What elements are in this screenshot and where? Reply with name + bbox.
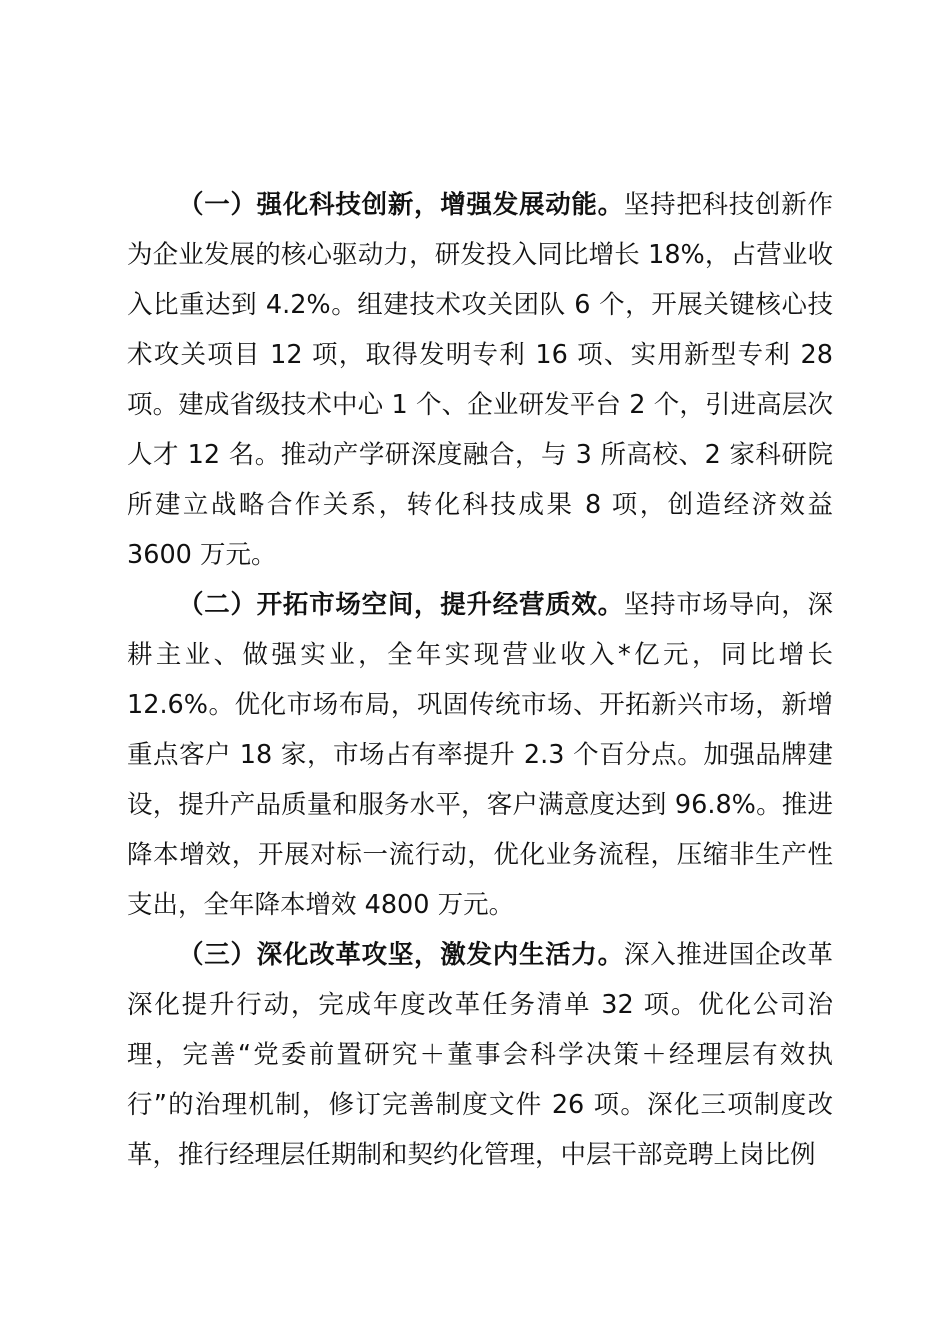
paragraph-heading: （三）深化改革攻坚，激发内生活力。: [178, 940, 624, 970]
paragraph-heading: （一）强化科技创新，增强发展动能。: [178, 190, 624, 220]
document-page: [127, 180, 833, 1180]
paragraph-body: 坚持把科技创新作为企业发展的核心驱动力，研发投入同比增长 18%，占营业收入比重达到 4.2%。组建技术攻关团队 6 个，开展关键核心技术攻关项目 12 项，取得发明专利 16 项、实用新型专利 28 项。建成省级技术中心 1 个、企业研发平台 2 个，引进高层次人才 12 名。推动产学研深度融合，与 3 所高校、2 家科研院所建立战略合作关系，转化科技成果 8 项，创造经济效益 3600 万元。: [127, 190, 833, 570]
paragraph-heading: （二）开拓市场空间，提升经营质效。: [178, 590, 624, 620]
paragraph-reform: [127, 930, 833, 1180]
paragraph-body: 坚持市场导向，深耕主业、做强实业，全年实现营业收入*亿元，同比增长 12.6%。优化市场布局，巩固传统市场、开拓新兴市场，新增重点客户 18 家，市场占有率提升 2.3 个百分点。加强品牌建设，提升产品质量和服务水平，客户满意度达到 96.8%。推进降本增效，开展对标一流行动，优化业务流程，压缩非生产性支出，全年降本增效 4800 万元。: [127, 590, 833, 920]
paragraph-body: 深入推进国企改革深化提升行动，完成年度改革任务清单 32 项。优化公司治理，完善“党委前置研究＋董事会科学决策＋经理层有效执行”的治理机制，修订完善制度文件 26 项。深化三项制度改革，推行经理层任期制和契约化管理，中层干部竞聘上岗比例: [127, 940, 833, 1170]
paragraph-tech-innovation: [127, 180, 833, 580]
paragraph-market-expansion: [127, 580, 833, 930]
